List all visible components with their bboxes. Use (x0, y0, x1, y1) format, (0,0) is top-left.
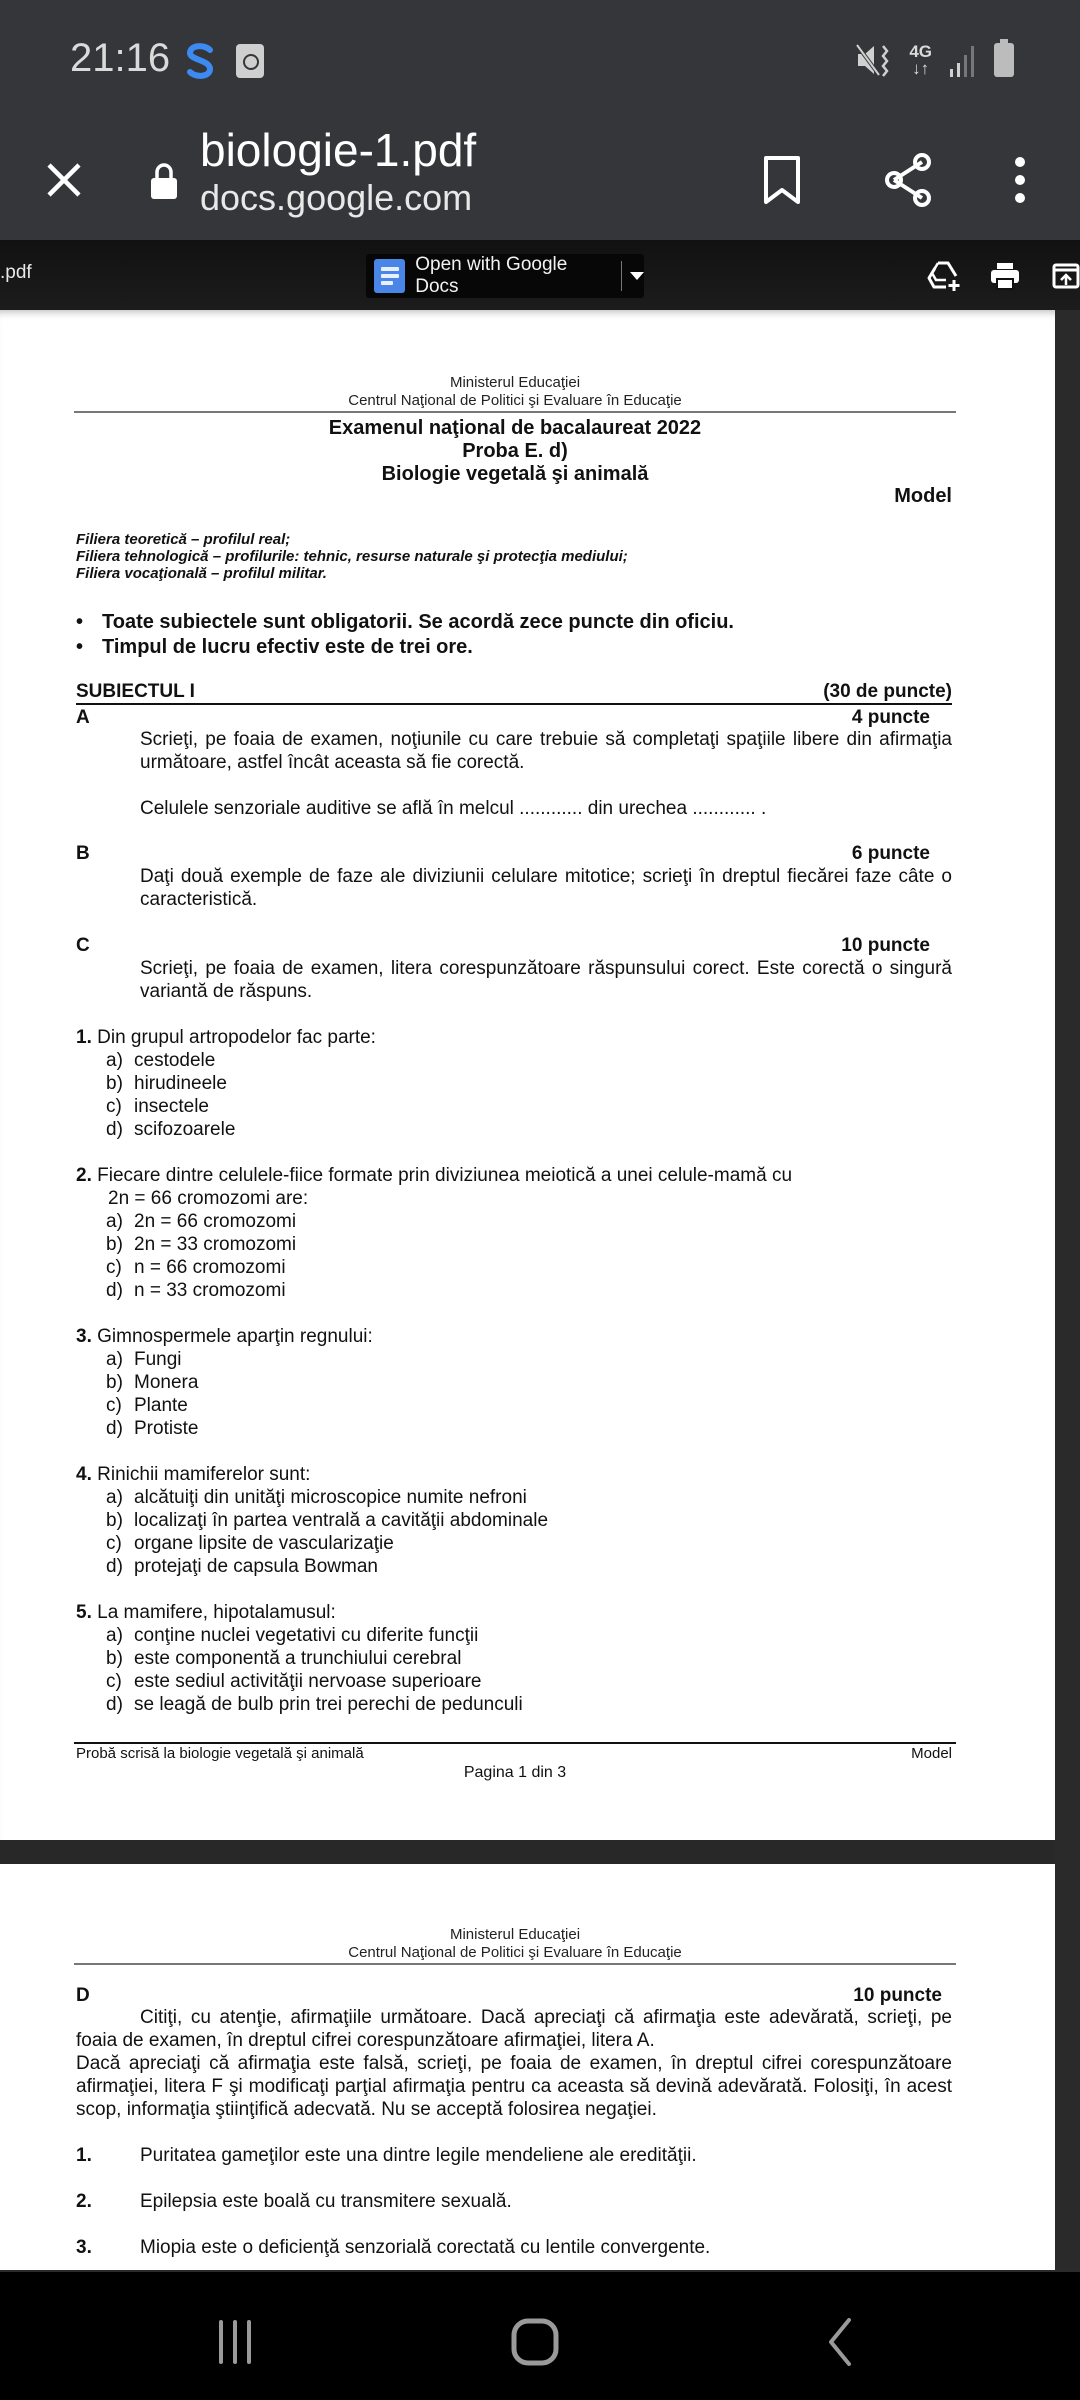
pdf-page-2 (0, 1864, 1055, 2270)
page-header (74, 374, 956, 410)
s-app-icon (182, 42, 218, 80)
more-options-button[interactable] (994, 142, 1046, 218)
filiera-item: Filiera tehnologică – profilurile: tehnic, resurse naturale şi protecţia mediului; (76, 548, 628, 565)
exam-title: Examenul naţional de bacalaureat 2022 (328, 417, 702, 439)
bookmark-icon (762, 155, 802, 205)
item-d-instruction-1: Citiţi, cu atenţie, afirmaţiile următoare. Dacă apreciaţi că afirmaţia este adevărată, scrieţi, pe foaia de examen, în dreptul cifrei corespunzătoare afirmaţiei, litera A. (76, 2007, 952, 2051)
question-number: 5. (76, 1602, 92, 1623)
open-with-google-docs-button[interactable] (366, 254, 644, 298)
model-label: Model (894, 485, 952, 507)
section-underline (76, 703, 952, 705)
item-d-instruction-2: Dacă apreciaţi că afirmaţia este falsă, scrieţi, pe foaia de examen, în dreptul cifrei corespunzătoare afirmaţiei, litera F şi modificaţi parţial afirmaţia pentru ca aceasta să devină adevărată. Folosiţi, în acest scop, informaţia ştiinţifică adecvată. Nu se acceptă folosirea negaţiei. (76, 2053, 952, 2120)
question-text: Din grupul artropodelor fac parte: (97, 1027, 376, 1048)
question-number: 1. (76, 1027, 92, 1048)
item-c-points: 10 puncte (841, 935, 930, 956)
option: a) 2n = 66 cromozomi (106, 1211, 297, 1232)
question-1 (76, 1026, 376, 1141)
option: d) Protiste (106, 1418, 199, 1439)
filiera-item: Filiera vocaţională – profilul militar. (76, 565, 327, 582)
question-text: Fiecare dintre celulele-fiice formate prin diviziunea meiotică a unei celule-mamă cu (97, 1165, 793, 1186)
back-button[interactable] (800, 2302, 880, 2382)
statement-number: 3. (76, 2237, 92, 2258)
filiera-item: Filiera teoretică – profilul real; (76, 531, 291, 548)
data-arrows-icon: ↓↑ (912, 59, 930, 78)
center-name: Centrul Naţional de Politici şi Evaluare în Educaţie (348, 392, 682, 409)
item-b-letter: B (76, 843, 90, 864)
print-icon (990, 261, 1020, 291)
home-icon (510, 2317, 560, 2367)
question-number: 3. (76, 1326, 92, 1347)
option: a) conţine nuclei vegetativi cu diferite funcţii (106, 1625, 479, 1646)
exam-proba: Proba E. d) (462, 440, 568, 462)
footer-right: Model (911, 1745, 952, 1762)
statement-text: Epilepsia este boală cu transmitere sexuală. (140, 2191, 512, 2212)
ministry-name: Ministerul Educaţiei (449, 1926, 581, 1943)
section-title: SUBIECTUL I (76, 681, 195, 702)
question-text: La mamifere, hipotalamusul: (97, 1602, 336, 1623)
dropdown-caret-icon[interactable] (630, 272, 644, 280)
print-button[interactable] (982, 254, 1028, 298)
signal-icon (948, 43, 978, 77)
option: b) 2n = 33 cromozomi (106, 1234, 297, 1255)
exam-subject: Biologie vegetală şi animală (381, 463, 649, 485)
item-a-points: 4 puncte (851, 707, 930, 728)
share-button[interactable] (872, 142, 944, 218)
question-5 (76, 1601, 523, 1716)
item-b-instruction: Daţi două exemple de faze ale diviziunii celulare mitotice; scrieţi în dreptul fiecărei faze câte o caracteristică. (140, 866, 952, 910)
statement-2 (76, 2190, 512, 2213)
open-with-label: Open with Google Docs (415, 254, 568, 297)
recent-apps-icon (215, 2319, 255, 2365)
pdf-viewer-toolbar (0, 240, 1080, 310)
filiere-list (76, 531, 628, 582)
item-d-letter: D (76, 1985, 90, 2006)
option: d) se leagă de bulb prin trei perechi de pedunculi (106, 1694, 523, 1715)
share-icon (882, 152, 934, 208)
option: c) insectele (106, 1096, 209, 1117)
back-icon (825, 2317, 855, 2367)
question-number: 2. (76, 1165, 92, 1186)
item-b-points: 6 puncte (851, 843, 930, 864)
rule-item: • Timpul de lucru efectiv este de trei ore. (76, 635, 734, 660)
statement-number: 1. (76, 2145, 92, 2166)
status-bar (0, 0, 1080, 120)
exam-rules (76, 610, 734, 660)
header-divider (74, 1963, 956, 1965)
footer-divider (74, 1742, 956, 1744)
option: c) n = 66 cromozomi (106, 1257, 286, 1278)
option: b) Monera (106, 1372, 199, 1393)
option: a) cestodele (106, 1050, 216, 1071)
item-a-statement: Celulele senzoriale auditive se află în melcul ............ din urechea ............ . (140, 798, 767, 819)
question-4 (76, 1463, 548, 1578)
question-3 (76, 1325, 373, 1440)
statement-text: Puritatea gameţilor este una dintre legile mendeliene ale eredităţii. (140, 2145, 697, 2166)
question-2 (76, 1164, 792, 1302)
mute-vibrate-icon (855, 41, 893, 79)
bookmark-button[interactable] (750, 144, 814, 216)
close-icon (45, 161, 83, 199)
option: a) Fungi (106, 1349, 182, 1370)
section-points: (30 de puncte) (823, 681, 952, 702)
ministry-name: Ministerul Educaţiei (449, 374, 581, 391)
question-text-cont: 2n = 66 cromozomi are: (108, 1188, 309, 1209)
option: b) este componentă a trunchiului cerebral (106, 1648, 462, 1669)
item-a-letter: A (76, 707, 90, 728)
add-to-drive-icon (927, 260, 961, 292)
option: b) hirudineele (106, 1073, 227, 1094)
page-header (74, 1926, 956, 1962)
open-in-new-icon (1050, 261, 1080, 291)
page-number: Pagina 1 din 3 (463, 1764, 567, 1781)
title-block[interactable] (200, 120, 476, 218)
statement-1 (76, 2144, 697, 2167)
lock-icon (149, 161, 179, 201)
pdf-viewer[interactable] (0, 310, 1080, 2270)
option: d) protejaţi de capsula Bowman (106, 1556, 378, 1577)
more-vert-icon (1013, 155, 1027, 205)
item-c-instruction: Scrieţi, pe foaia de examen, litera corespunzătoare răspunsului corect. Este corectă o singură variantă de răspuns. (140, 958, 952, 1002)
recent-apps-button[interactable] (190, 2302, 280, 2382)
statement-number: 2. (76, 2191, 92, 2212)
option: a) alcătuiţi din unităţi microscopice numite nefroni (106, 1487, 527, 1508)
item-c-letter: C (76, 935, 90, 956)
clock-app-icon (236, 44, 264, 78)
item-a-instruction: Scrieţi, pe foaia de examen, noţiunile cu care trebuie să completaţi spaţiile libere din afirmaţia următoare, astfel încât aceasta să fie corectă. (140, 729, 952, 773)
network-4g-icon: 4G ↓↑ (909, 42, 932, 78)
battery-icon (994, 43, 1014, 77)
center-name: Centrul Naţional de Politici şi Evaluare în Educaţie (348, 1944, 682, 1961)
system-nav-bar (0, 2272, 1080, 2400)
rule-item: • Toate subiectele sunt obligatorii. Se acordă zece puncte din oficiu. (76, 610, 734, 635)
option: c) organe lipsite de vascularizaţie (106, 1533, 394, 1554)
add-to-drive-button[interactable] (920, 254, 968, 298)
button-separator (621, 261, 622, 291)
option: d) n = 33 cromozomi (106, 1280, 286, 1301)
close-button[interactable] (36, 140, 92, 220)
question-text: Rinichii mamiferelor sunt: (97, 1464, 311, 1485)
option: b) localizaţi în partea ventrală a cavităţii abdominale (106, 1510, 549, 1531)
pdf-page-1 (0, 310, 1055, 1840)
question-text: Gimnospermele aparţin regnului: (97, 1326, 373, 1347)
question-number: 4. (76, 1464, 92, 1485)
page-title: biologie-1.pdf (200, 124, 477, 176)
page-host: docs.google.com (200, 177, 473, 218)
exam-title-block (74, 417, 956, 486)
header-divider (74, 411, 956, 413)
statement-3 (76, 2236, 710, 2259)
viewer-scroll-edge[interactable] (1055, 310, 1080, 2270)
google-docs-icon (374, 259, 405, 293)
option: c) Plante (106, 1395, 188, 1416)
option: c) este sediul activităţii nervoase superioare (106, 1671, 482, 1692)
file-name: .pdf (0, 262, 32, 283)
option: d) scifozoarele (106, 1119, 236, 1140)
status-right-icons (855, 40, 1014, 80)
custom-tab-toolbar (0, 120, 1080, 240)
statement-text: Miopia este o deficienţă senzorială corectată cu lentile convergente. (140, 2237, 711, 2258)
footer-left: Probă scrisă la biologie vegetală şi animală (76, 1745, 364, 1762)
open-in-new-window-button[interactable] (1050, 254, 1080, 298)
home-button[interactable] (490, 2302, 580, 2382)
item-d-points: 10 puncte (853, 1985, 942, 2006)
security-indicator[interactable] (144, 146, 184, 216)
status-time: 21:16 (70, 36, 171, 80)
